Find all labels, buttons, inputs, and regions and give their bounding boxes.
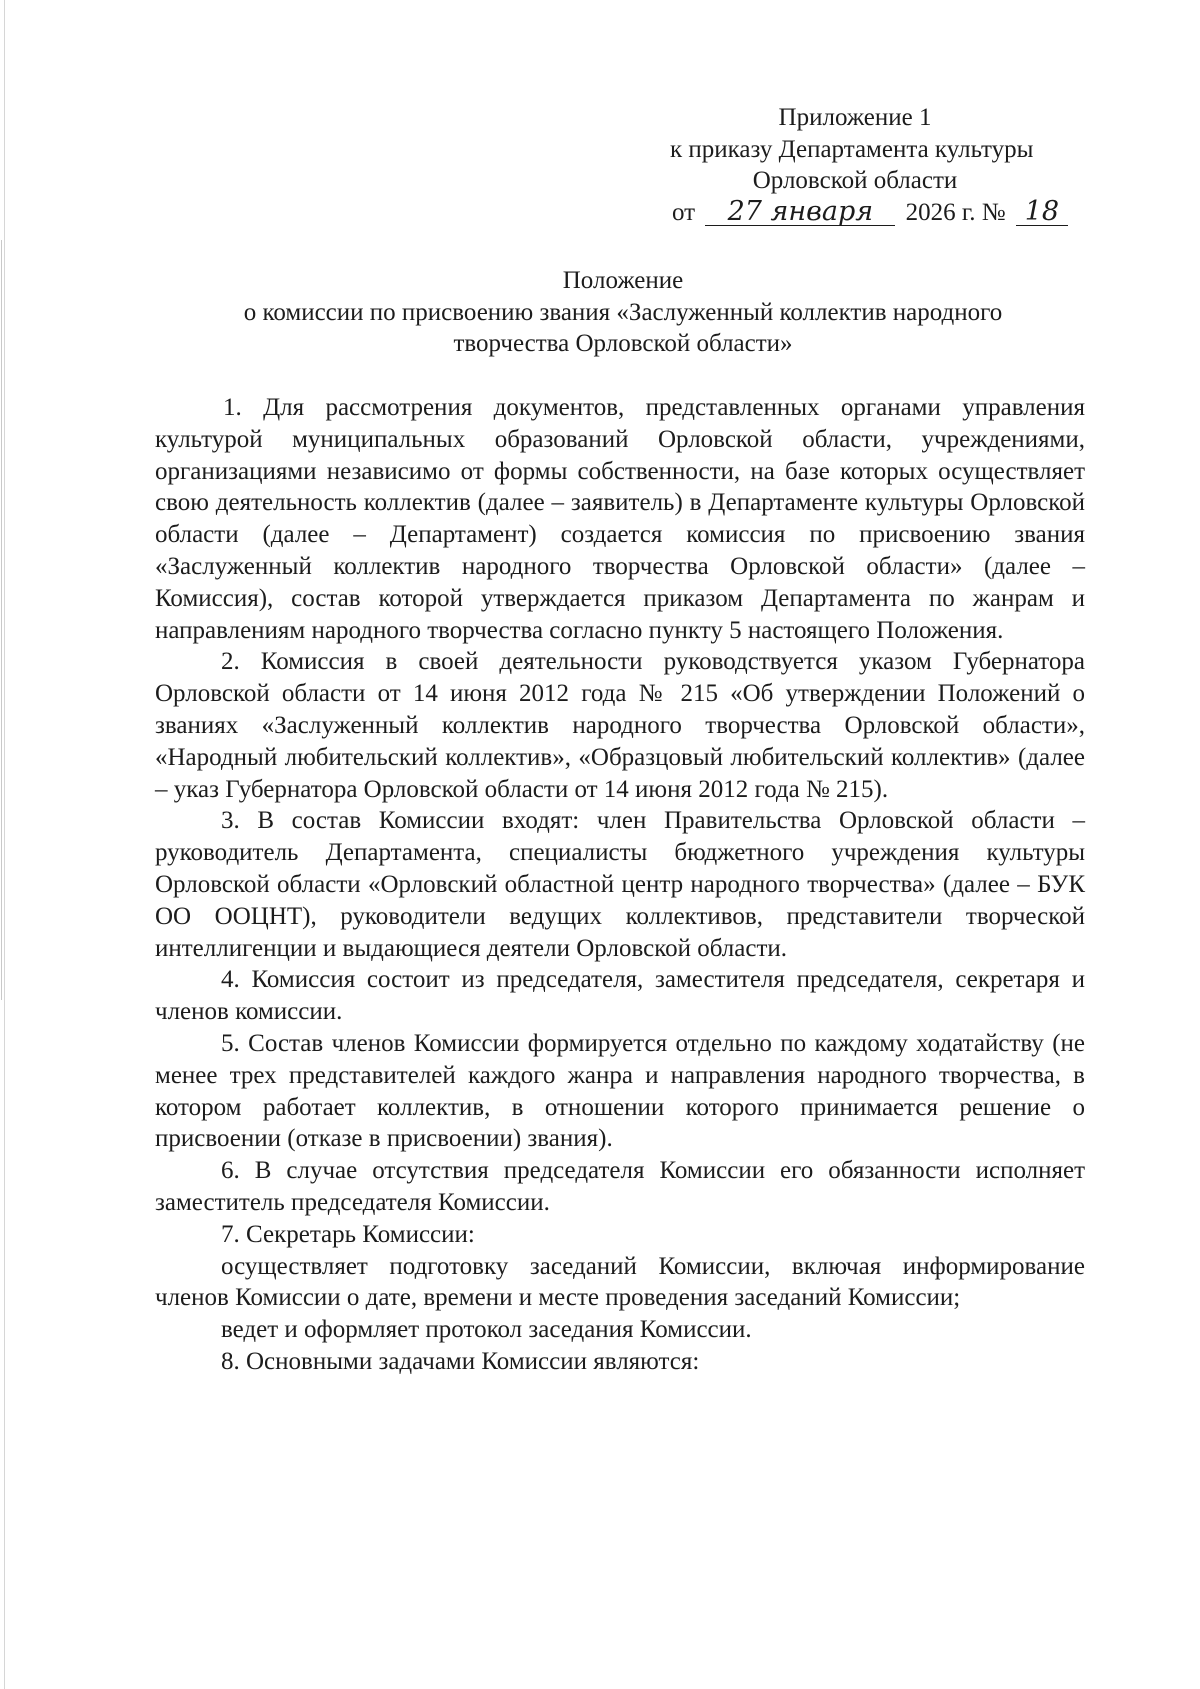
title-line-1: Положение bbox=[562, 267, 684, 294]
paragraph-7-item-1: осуществляет подготовку заседаний Комиссии, включая информирование членов Комиссии о дате, времени и месте проведения заседаний Комиссии; bbox=[155, 1252, 1085, 1312]
appendix-line-1: Приложение 1 bbox=[778, 104, 932, 131]
paragraph-5: 5. Состав членов Комиссии формируется отдельно по каждому ходатайству (не менее трех представителей каждого жанра и направления народного творчества, в котором работает коллектив, в отношении которого принимается решение о присвоении (отказе в присвоении) звания). bbox=[155, 1029, 1085, 1153]
document-body bbox=[155, 392, 1085, 1378]
scan-edge-line bbox=[4, 0, 5, 1689]
paragraph-3: 3. В состав Комиссии входят: член Правительства Орловской области – руководитель Департамента, специалисты бюджетного учреждения культуры Орловской области «Орловский областной центр народного творчества» (далее – БУК ОО ООЦНТ), руководители ведущих коллективов, представители творческой интеллигенции и выдающиеся деятели Орловской области. bbox=[155, 807, 1085, 962]
document-title bbox=[158, 265, 1088, 360]
paragraph-6: 6. В случае отсутствия председателя Комиссии его обязанности исполняет заместитель председателя Комиссии. bbox=[155, 1157, 1085, 1216]
paragraph-1: 1. Для рассмотрения документов, представленных органами управления культурой муниципальных образований Орловской области, учреждениями, организациями независимо от формы собственности, на базе которых осуществляет свою деятельность коллектив (далее – заявитель) в Департаменте культуры Орловской области (далее – Департамент) создается комиссия по присвоению звания «Заслуженный коллектив народного творчества Орловской области» (далее – Комиссия), состав которой утверждается приказом Департамента по жанрам и направлениям народного творчества согласно пункту 5 настоящего Положения. bbox=[155, 394, 1085, 644]
appendix-line-3: Орловской области bbox=[752, 167, 958, 194]
title-line-3: творчества Орловской области» bbox=[453, 330, 793, 357]
paragraph-7: 7. Секретарь Комиссии: bbox=[221, 1220, 475, 1248]
date-prefix: от bbox=[672, 198, 696, 226]
scan-edge-line bbox=[1, 240, 2, 1000]
title-line-2: о комиссии по присвоению звания «Заслуженный коллектив народного bbox=[243, 298, 1003, 326]
paragraph-7-item-2: ведет и оформляет протокол заседания Комиссии. bbox=[221, 1316, 752, 1344]
appendix-date-line bbox=[650, 197, 1100, 229]
handwritten-number: 18 bbox=[1016, 199, 1068, 226]
paragraph-8: 8. Основными задачами Комиссии являются: bbox=[221, 1347, 700, 1375]
appendix-header bbox=[650, 102, 1100, 228]
paragraph-2: 2. Комиссия в своей деятельности руководствуется указом Губернатора Орловской области от 14 июня 2012 года № 215 «Об утверждении Положений о званиях «Заслуженный коллектив народного творчества Орловской области», «Народный любительский коллектив», «Образцовый любительский коллектив» (далее – указ Губернатора Орловской области от 14 июня 2012 года № 215). bbox=[155, 648, 1085, 803]
paragraph-4: 4. Комиссия состоит из председателя, заместителя председателя, секретаря и членов комиссии. bbox=[155, 966, 1085, 1026]
date-suffix: 2026 г. № bbox=[905, 198, 1006, 226]
handwritten-date: 27 января bbox=[705, 199, 895, 226]
appendix-line-2: к приказу Департамента культуры bbox=[670, 135, 1034, 163]
